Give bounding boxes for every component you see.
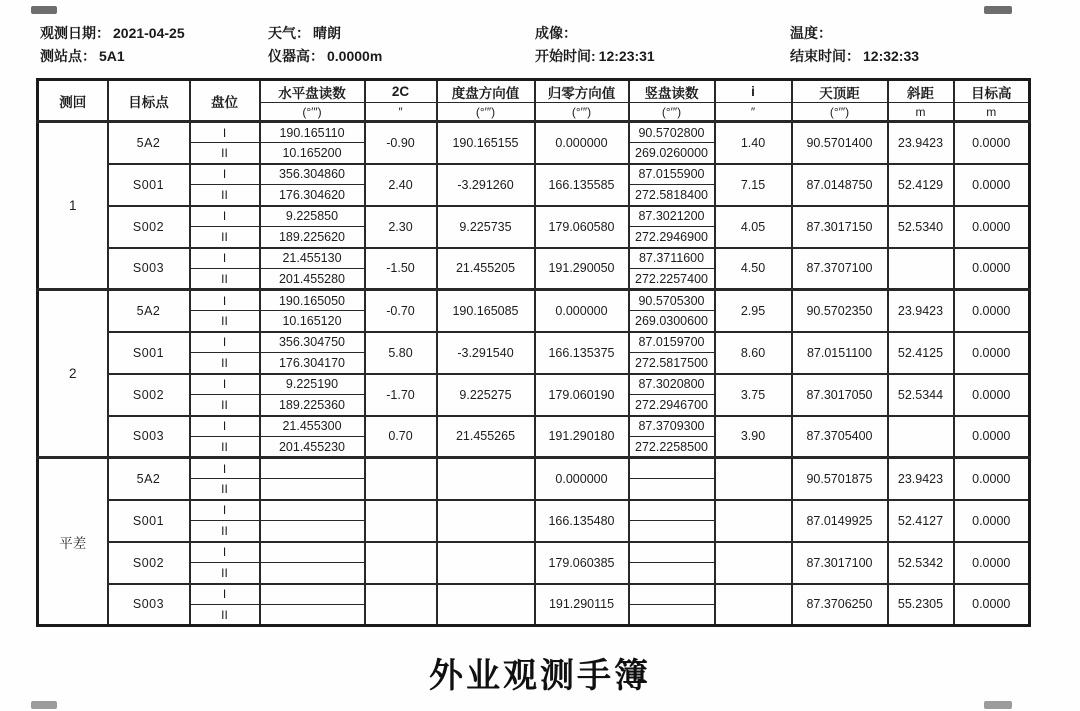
slope-distance-cell: 52.4125 [888,332,954,374]
face-cell: II [190,143,260,164]
obs-date-label: 观测日期： [40,25,110,41]
target-point-cell: S003 [108,584,190,626]
i-index-cell: 3.90 [715,416,792,458]
slope-distance-cell: 23.9423 [888,458,954,500]
vertical-reading-cell [629,500,715,521]
i-index-cell [715,500,792,542]
hz-reading-cell: 189.225360 [260,395,365,416]
c2-cell: 2.40 [365,164,437,206]
vertical-reading-cell [629,584,715,605]
zero-direction-cell: 166.135585 [535,164,629,206]
station-label: 测站点： [40,48,96,64]
zero-direction-cell: 191.290180 [535,416,629,458]
col-header-zenith: 天顶距 [792,80,888,103]
i-index-cell: 3.75 [715,374,792,416]
hz-reading-cell: 21.455300 [260,416,365,437]
col-header-target-height: 目标高 [954,80,1030,103]
target-point-cell: 5A2 [108,290,190,332]
vertical-reading-cell: 272.2257400 [629,269,715,290]
imaging-line [535,22,655,45]
target-height-cell: 0.0000 [954,206,1030,248]
target-height-cell: 0.0000 [954,122,1030,164]
instrument-height-label: 仪器高： [268,48,324,64]
vertical-reading-cell: 272.5817500 [629,353,715,374]
face-cell: I [190,122,260,143]
c2-cell: 5.80 [365,332,437,374]
dial-direction-cell [437,542,535,584]
hz-reading-cell: 21.455130 [260,248,365,269]
instrument-height-value: 0.0000m [327,48,383,64]
observation-table [36,78,1031,627]
target-height-cell: 0.0000 [954,164,1030,206]
unit-i: ″ [715,103,792,122]
vertical-reading-cell: 87.3021200 [629,206,715,227]
col-header-hz: 水平盘读数 [260,80,365,103]
station-line [40,45,185,68]
weather-value: 晴朗 [313,25,341,41]
target-point-cell: 5A2 [108,458,190,500]
face-cell: I [190,206,260,227]
hz-reading-cell [260,479,365,500]
target-point-cell: S002 [108,374,190,416]
face-cell: I [190,584,260,605]
dial-direction-cell: -3.291540 [437,332,535,374]
face-cell: I [190,248,260,269]
vertical-reading-cell [629,605,715,626]
dial-direction-cell: 21.455205 [437,248,535,290]
zenith-cell: 87.0151100 [792,332,888,374]
unit-zenith: (°′″) [792,103,888,122]
col-header-target: 目标点 [108,80,190,122]
dial-direction-cell: 190.165155 [437,122,535,164]
vertical-reading-cell: 272.2946900 [629,227,715,248]
target-height-cell: 0.0000 [954,458,1030,500]
slope-distance-cell: 52.4129 [888,164,954,206]
zero-direction-cell: 179.060385 [535,542,629,584]
temperature-line [790,22,919,45]
face-cell: I [190,290,260,311]
table-row [38,290,1030,311]
slope-distance-cell: 55.2305 [888,584,954,626]
face-cell: II [190,521,260,542]
vertical-reading-cell [629,563,715,584]
dial-direction-cell: 190.165085 [437,290,535,332]
target-point-cell: S002 [108,206,190,248]
zenith-cell: 87.3017050 [792,374,888,416]
face-cell: II [190,185,260,206]
face-cell: II [190,395,260,416]
corner-mark [31,701,57,709]
c2-cell [365,500,437,542]
hz-reading-cell: 176.304620 [260,185,365,206]
zenith-cell: 87.3705400 [792,416,888,458]
face-cell: I [190,374,260,395]
vertical-reading-cell: 90.5705300 [629,290,715,311]
table-row [38,500,1030,521]
page-title: 外业观测手簿 [429,657,651,695]
corner-mark [31,6,57,14]
hz-reading-cell: 9.225850 [260,206,365,227]
target-height-cell: 0.0000 [954,416,1030,458]
weather-label: 天气： [268,25,310,41]
slope-distance-cell [888,416,954,458]
start-time-value: 12:23:31 [598,48,655,64]
vertical-reading-cell: 87.3020800 [629,374,715,395]
obs-date-line [40,22,185,45]
vertical-reading-cell: 87.0155900 [629,164,715,185]
face-cell: I [190,416,260,437]
zero-direction-cell: 0.000000 [535,458,629,500]
zenith-cell: 87.3017100 [792,542,888,584]
vertical-reading-cell: 269.0300600 [629,311,715,332]
face-cell: I [190,332,260,353]
slope-distance-cell: 52.5340 [888,206,954,248]
table-row [38,416,1030,437]
c2-cell: 0.70 [365,416,437,458]
target-point-cell: 5A2 [108,122,190,164]
c2-cell [365,584,437,626]
i-index-cell: 4.50 [715,248,792,290]
zero-direction-cell: 166.135375 [535,332,629,374]
round-cell: 平差 [38,458,108,626]
c2-cell: 2.30 [365,206,437,248]
zenith-cell: 90.5701875 [792,458,888,500]
zero-direction-cell: 179.060190 [535,374,629,416]
imaging-label: 成像： [535,25,577,41]
zero-direction-cell: 0.000000 [535,290,629,332]
c2-cell [365,542,437,584]
c2-cell: -0.90 [365,122,437,164]
obs-date-value: 2021-04-25 [113,25,185,41]
target-point-cell: S001 [108,500,190,542]
i-index-cell [715,584,792,626]
end-time-label: 结束时间： [790,48,860,64]
hz-reading-cell: 176.304170 [260,353,365,374]
i-index-cell [715,542,792,584]
face-cell: II [190,353,260,374]
hz-reading-cell: 190.165110 [260,122,365,143]
info-weather-instrument [268,22,382,68]
table-row [38,164,1030,185]
col-header-face: 盘位 [190,80,260,122]
hz-reading-cell: 190.165050 [260,290,365,311]
hz-reading-cell: 9.225190 [260,374,365,395]
zenith-cell: 90.5702350 [792,290,888,332]
hz-reading-cell [260,458,365,479]
unit-hz: (°′″) [260,103,365,122]
face-cell: II [190,563,260,584]
hz-reading-cell: 10.165200 [260,143,365,164]
target-height-cell: 0.0000 [954,290,1030,332]
zero-direction-cell: 179.060580 [535,206,629,248]
dial-direction-cell: 21.455265 [437,416,535,458]
unit-zero-direction: (°′″) [535,103,629,122]
slope-distance-cell: 52.5342 [888,542,954,584]
face-cell: II [190,605,260,626]
table-section [38,122,1030,290]
table-row [38,206,1030,227]
c2-cell: -0.70 [365,290,437,332]
face-cell: I [190,542,260,563]
vertical-reading-cell: 272.2258500 [629,437,715,458]
target-point-cell: S001 [108,164,190,206]
dial-direction-cell: -3.291260 [437,164,535,206]
weather-line [268,22,382,45]
zenith-cell: 87.0149925 [792,500,888,542]
target-height-cell: 0.0000 [954,374,1030,416]
table-row [38,248,1030,269]
dial-direction-cell: 9.225275 [437,374,535,416]
vertical-reading-cell: 272.2946700 [629,395,715,416]
zero-direction-cell: 0.000000 [535,122,629,164]
i-index-cell: 4.05 [715,206,792,248]
vertical-reading-cell: 269.0260000 [629,143,715,164]
vertical-reading-cell [629,521,715,542]
hz-reading-cell: 201.455280 [260,269,365,290]
table-row [38,458,1030,479]
target-point-cell: S002 [108,542,190,584]
dial-direction-cell [437,458,535,500]
table-row [38,332,1030,353]
i-index-cell: 7.15 [715,164,792,206]
end-time-line [790,45,919,68]
start-time-line [535,45,655,68]
i-index-cell: 2.95 [715,290,792,332]
unit-target-height: m [954,103,1030,122]
target-point-cell: S003 [108,416,190,458]
col-header-vertical: 竖盘读数 [629,80,715,103]
dial-direction-cell [437,500,535,542]
target-height-cell: 0.0000 [954,500,1030,542]
vertical-reading-cell [629,542,715,563]
hz-reading-cell [260,542,365,563]
unit-slope: m [888,103,954,122]
col-header-i: i [715,80,792,103]
target-height-cell: 0.0000 [954,332,1030,374]
zero-direction-cell: 191.290050 [535,248,629,290]
i-index-cell [715,458,792,500]
col-header-dial-direction: 度盘方向值 [437,80,535,103]
table-section [38,290,1030,458]
vertical-reading-cell: 272.5818400 [629,185,715,206]
zenith-cell: 87.3017150 [792,206,888,248]
target-height-cell: 0.0000 [954,248,1030,290]
slope-distance-cell: 23.9423 [888,290,954,332]
table-row [38,542,1030,563]
face-cell: II [190,311,260,332]
face-cell: I [190,164,260,185]
slope-distance-cell: 23.9423 [888,122,954,164]
col-header-zero-direction: 归零方向值 [535,80,629,103]
hz-reading-cell [260,500,365,521]
face-cell: II [190,269,260,290]
hz-reading-cell: 189.225620 [260,227,365,248]
target-point-cell: S003 [108,248,190,290]
hz-reading-cell: 356.304860 [260,164,365,185]
table-row [38,374,1030,395]
face-cell: II [190,437,260,458]
instrument-height-line [268,45,382,68]
vertical-reading-cell: 87.3709300 [629,416,715,437]
face-cell: I [190,500,260,521]
face-cell: II [190,227,260,248]
hz-reading-cell: 201.455230 [260,437,365,458]
vertical-reading-cell [629,458,715,479]
zenith-cell: 87.3707100 [792,248,888,290]
table-section [38,458,1030,626]
i-index-cell: 1.40 [715,122,792,164]
end-time-value: 12:32:33 [863,48,920,64]
zenith-cell: 87.0148750 [792,164,888,206]
target-height-cell: 0.0000 [954,542,1030,584]
temperature-label: 温度： [790,25,832,41]
vertical-reading-cell: 87.0159700 [629,332,715,353]
target-height-cell: 0.0000 [954,584,1030,626]
vertical-reading-cell: 87.3711600 [629,248,715,269]
col-header-slope: 斜距 [888,80,954,103]
col-header-2c: 2C [365,80,437,103]
hz-reading-cell [260,521,365,542]
face-cell: II [190,479,260,500]
table-row [38,122,1030,143]
info-date-station [40,22,185,68]
info-imaging-start [535,22,655,68]
round-cell: 1 [38,122,108,290]
station-value: 5A1 [99,48,125,64]
zero-direction-cell: 166.135480 [535,500,629,542]
c2-cell: -1.50 [365,248,437,290]
zenith-cell: 87.3706250 [792,584,888,626]
info-temperature-end [790,22,919,68]
table-row [38,584,1030,605]
zenith-cell: 90.5701400 [792,122,888,164]
dial-direction-cell: 9.225735 [437,206,535,248]
col-header-round: 测回 [38,80,108,122]
hz-reading-cell: 356.304750 [260,332,365,353]
hz-reading-cell [260,563,365,584]
target-point-cell: S001 [108,332,190,374]
c2-cell [365,458,437,500]
corner-mark [984,701,1012,709]
slope-distance-cell: 52.5344 [888,374,954,416]
hz-reading-cell: 10.165120 [260,311,365,332]
i-index-cell: 8.60 [715,332,792,374]
table-header [38,80,1030,122]
face-cell: I [190,458,260,479]
vertical-reading-cell: 90.5702800 [629,122,715,143]
corner-mark [984,6,1012,14]
unit-dial-direction: (°′″) [437,103,535,122]
hz-reading-cell [260,605,365,626]
dial-direction-cell [437,584,535,626]
round-cell: 2 [38,290,108,458]
zero-direction-cell: 191.290115 [535,584,629,626]
slope-distance-cell [888,248,954,290]
start-time-label: 开始时间: [535,48,596,64]
c2-cell: -1.70 [365,374,437,416]
vertical-reading-cell [629,479,715,500]
slope-distance-cell: 52.4127 [888,500,954,542]
unit-vertical: (°′″) [629,103,715,122]
unit-2c: ″ [365,103,437,122]
hz-reading-cell [260,584,365,605]
